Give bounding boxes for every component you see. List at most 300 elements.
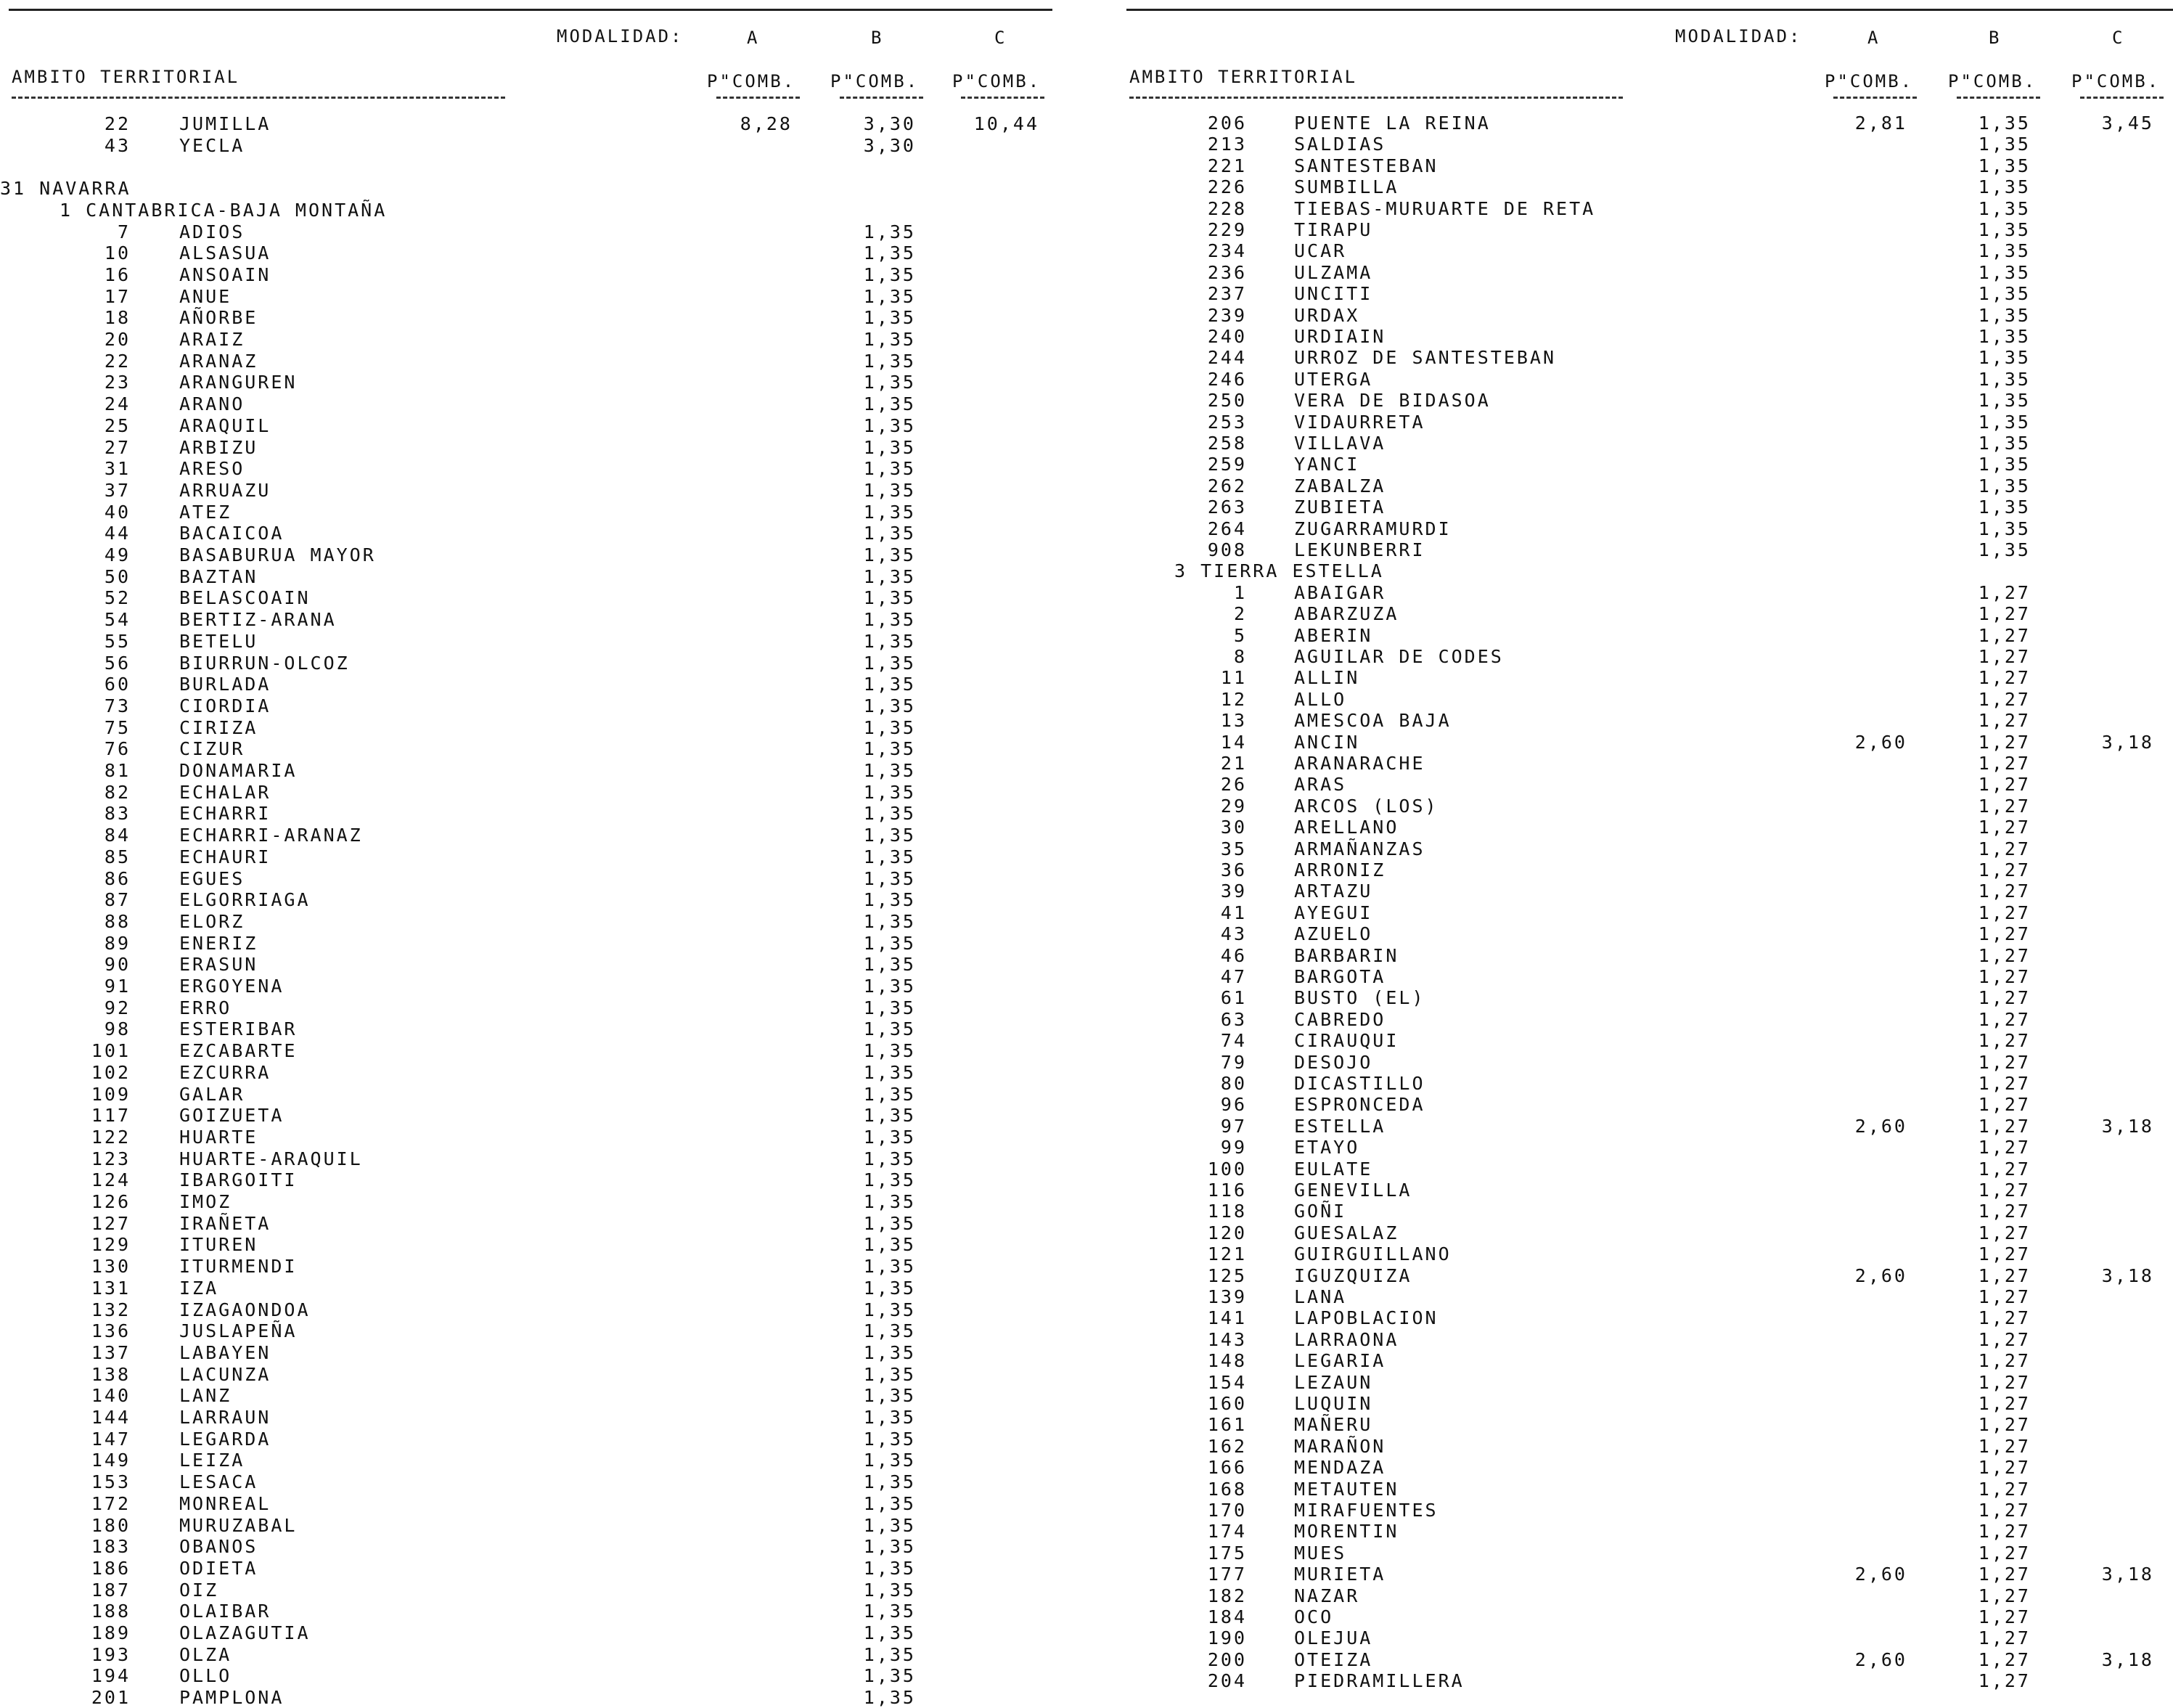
municipality-name: MENDAZA — [1294, 1457, 1386, 1479]
value-b: 1,35 — [863, 889, 916, 911]
value-b: 1,35 — [863, 221, 916, 242]
municipality-code: 141 — [1207, 1307, 1247, 1329]
municipality-code: 258 — [1207, 433, 1247, 454]
municipality-code: 85 — [104, 846, 131, 867]
value-b: 1,35 — [863, 587, 916, 609]
value-b: 1,35 — [863, 1105, 916, 1127]
value-b: 1,27 — [1978, 1286, 2031, 1307]
municipality-code: 259 — [1207, 454, 1247, 475]
value-b: 1,35 — [863, 1557, 916, 1579]
municipality-code: 166 — [1207, 1457, 1247, 1479]
municipality-code: 86 — [104, 867, 131, 889]
value-b: 1,27 — [1978, 624, 2031, 646]
municipality-code: 140 — [91, 1385, 131, 1407]
municipality-code: 184 — [1207, 1606, 1247, 1627]
top-rule — [9, 9, 1052, 11]
municipality-code: 908 — [1207, 539, 1247, 560]
municipality-code: 16 — [104, 263, 131, 285]
municipality-name: ZUBIETA — [1294, 497, 1386, 518]
municipality-name: GENEVILLA — [1294, 1180, 1412, 1201]
ambito-underline — [1129, 97, 1623, 99]
municipality-code: 147 — [91, 1428, 131, 1450]
value-b: 1,27 — [1978, 1564, 2031, 1585]
municipality-name: IZAGAONDOA — [179, 1299, 311, 1320]
municipality-code: 144 — [91, 1407, 131, 1428]
municipality-code: 187 — [91, 1579, 131, 1601]
municipality-name: VIDAURRETA — [1294, 411, 1425, 433]
municipality-name: ARAS — [1294, 774, 1347, 796]
municipality-code: 177 — [1207, 1564, 1247, 1585]
value-b: 1,35 — [863, 329, 916, 350]
municipality-name: ALLO — [1294, 688, 1347, 710]
municipality-name: CABREDO — [1294, 1008, 1386, 1030]
municipality-code: 170 — [1207, 1500, 1247, 1521]
value-b: 1,35 — [863, 1126, 916, 1148]
value-b: 1,35 — [863, 1450, 916, 1471]
municipality-code: 183 — [91, 1536, 131, 1558]
value-b: 1,27 — [1978, 859, 2031, 880]
municipality-name: OCO — [1294, 1606, 1334, 1627]
municipality-name: BERTIZ-ARANA — [179, 609, 337, 631]
municipality-code: 24 — [104, 393, 131, 415]
municipality-name: BAZTAN — [179, 565, 258, 587]
municipality-code: 25 — [104, 414, 131, 436]
municipality-name: ITURMENDI — [179, 1256, 298, 1278]
municipality-code: 244 — [1207, 347, 1247, 369]
value-c: 3,18 — [2101, 1115, 2154, 1137]
value-b: 1,35 — [1978, 326, 2031, 347]
municipality-name: ARCOS (LOS) — [1294, 795, 1439, 817]
value-c: 3,18 — [2101, 731, 2154, 753]
value-b: 1,35 — [863, 479, 916, 501]
municipality-name: LESACA — [179, 1471, 258, 1493]
municipality-code: 14 — [1220, 731, 1247, 753]
value-b: 1,35 — [863, 1299, 916, 1320]
value-b: 1,35 — [1978, 539, 2031, 560]
municipality-name: OLAIBAR — [179, 1601, 271, 1622]
municipality-name: LEGARDA — [179, 1428, 271, 1450]
value-b: 1,35 — [863, 954, 916, 976]
municipality-name: ARANAZ — [179, 350, 258, 372]
value-b: 1,27 — [1978, 581, 2031, 603]
municipality-name: ARRONIZ — [1294, 859, 1386, 880]
value-b: 1,27 — [1978, 1627, 2031, 1649]
municipality-code: 13 — [1220, 710, 1247, 732]
municipality-code: 194 — [91, 1665, 131, 1687]
value-b: 1,27 — [1978, 1073, 2031, 1094]
municipality-code: 91 — [104, 976, 131, 997]
municipality-code: 149 — [91, 1450, 131, 1471]
municipality-name: ABAIGAR — [1294, 581, 1386, 603]
value-b: 1,35 — [1978, 283, 2031, 305]
municipality-name: ELGORRIAGA — [179, 889, 311, 911]
municipality-code: 124 — [91, 1169, 131, 1191]
municipality-name: OLLO — [179, 1665, 232, 1687]
municipality-name: YANCI — [1294, 454, 1360, 475]
municipality-name: OLZA — [179, 1643, 232, 1665]
municipality-name: ARANO — [179, 393, 245, 415]
municipality-code: 154 — [1207, 1371, 1247, 1393]
municipality-name: LANZ — [179, 1385, 232, 1407]
municipality-name: GALAR — [179, 1083, 245, 1105]
value-b: 1,35 — [863, 1687, 916, 1708]
municipality-code: 5 — [1233, 624, 1247, 646]
municipality-code: 82 — [104, 781, 131, 803]
municipality-name: LEZAUN — [1294, 1371, 1373, 1393]
municipality-code: 236 — [1207, 261, 1247, 283]
municipality-code: 20 — [104, 329, 131, 350]
value-b: 1,35 — [863, 1579, 916, 1601]
value-b: 1,27 — [1978, 1585, 2031, 1606]
value-b: 1,35 — [863, 846, 916, 867]
municipality-code: 253 — [1207, 411, 1247, 433]
value-b: 1,35 — [1978, 176, 2031, 198]
value-b: 1,27 — [1978, 880, 2031, 902]
municipality-code: 88 — [104, 910, 131, 932]
municipality-code: 100 — [1207, 1158, 1247, 1180]
municipality-code: 46 — [1220, 944, 1247, 966]
value-c: 3,18 — [2101, 1264, 2154, 1286]
value-b: 1,35 — [863, 414, 916, 436]
municipality-name: VERA DE BIDASOA — [1294, 390, 1491, 412]
municipality-code: 83 — [104, 803, 131, 825]
municipality-name: CIRAUQUI — [1294, 1030, 1399, 1052]
value-b: 1,35 — [863, 1256, 916, 1278]
municipality-code: 123 — [91, 1148, 131, 1169]
value-b: 1,35 — [863, 630, 916, 652]
value-b: 1,35 — [863, 263, 916, 285]
municipality-code: 193 — [91, 1643, 131, 1665]
municipality-code: 11 — [1220, 667, 1247, 689]
municipality-code: 17 — [104, 285, 131, 307]
municipality-name: NAZAR — [1294, 1585, 1360, 1606]
value-b: 1,35 — [863, 1277, 916, 1299]
value-b: 1,27 — [1978, 1435, 2031, 1457]
modalidad-a: A — [1867, 28, 1881, 48]
value-b: 1,27 — [1978, 944, 2031, 966]
municipality-code: 175 — [1207, 1542, 1247, 1564]
municipality-code: 263 — [1207, 497, 1247, 518]
municipality-code: 221 — [1207, 155, 1247, 176]
pcomb-a: P"COMB. — [707, 71, 796, 91]
municipality-name: ARAIZ — [179, 329, 245, 350]
municipality-code: 22 — [104, 350, 131, 372]
municipality-code: 234 — [1207, 240, 1247, 262]
municipality-code: 79 — [1220, 1051, 1247, 1073]
value-b: 1,35 — [1978, 411, 2031, 433]
municipality-code: 55 — [104, 630, 131, 652]
municipality-name: SANTESTEBAN — [1294, 155, 1439, 176]
value-b: 1,27 — [1978, 1500, 2031, 1521]
municipality-name: AGUILAR DE CODES — [1294, 646, 1504, 667]
modalidad-label: MODALIDAD: — [1675, 26, 1802, 46]
value-b: 1,27 — [1978, 902, 2031, 923]
municipality-code: 44 — [104, 523, 131, 544]
pcomb-b-underline — [840, 97, 923, 99]
value-a: 2,81 — [1854, 113, 1907, 134]
value-b: 1,35 — [863, 910, 916, 932]
municipality-code: 27 — [104, 436, 131, 458]
value-b: 1,27 — [1978, 688, 2031, 710]
municipality-code: 18 — [104, 307, 131, 329]
pcomb-c: P"COMB. — [952, 71, 1042, 91]
municipality-name: EZCABARTE — [179, 1040, 298, 1062]
municipality-name: ABERIN — [1294, 624, 1373, 646]
pcomb-a-underline — [716, 97, 800, 99]
municipality-name: IBARGOITI — [179, 1169, 298, 1191]
municipality-code: 84 — [104, 825, 131, 846]
comarca-label: 3 TIERRA ESTELLA — [1174, 560, 1384, 582]
value-b: 1,35 — [863, 1148, 916, 1169]
municipality-code: 76 — [104, 738, 131, 760]
value-b: 1,27 — [1978, 1222, 2031, 1243]
municipality-code: 162 — [1207, 1435, 1247, 1457]
value-b: 1,35 — [863, 1471, 916, 1493]
municipality-code: 74 — [1220, 1030, 1247, 1052]
ambito-label: AMBITO TERRITORIAL — [1129, 67, 1358, 87]
municipality-code: 206 — [1207, 113, 1247, 134]
value-b: 1,35 — [863, 674, 916, 695]
value-b: 1,27 — [1978, 1670, 2031, 1692]
value-b: 1,27 — [1978, 1158, 2031, 1180]
value-b: 1,35 — [1978, 390, 2031, 412]
municipality-code: 127 — [91, 1212, 131, 1234]
value-b: 1,27 — [1978, 817, 2031, 838]
value-b: 1,27 — [1978, 1371, 2031, 1393]
municipality-name: IGUZQUIZA — [1294, 1264, 1412, 1286]
municipality-name: UNCITI — [1294, 283, 1373, 305]
municipality-code: 37 — [104, 479, 131, 501]
value-b: 1,27 — [1978, 1051, 2031, 1073]
municipality-name: ARAQUIL — [179, 414, 271, 436]
value-b: 1,27 — [1978, 1030, 2031, 1052]
municipality-name: ARANARACHE — [1294, 753, 1425, 774]
municipality-code: 97 — [1220, 1115, 1247, 1137]
value-b: 1,27 — [1978, 1414, 2031, 1436]
municipality-name: ELORZ — [179, 910, 245, 932]
municipality-name: HUARTE — [179, 1126, 258, 1148]
municipality-name: VILLAVA — [1294, 433, 1386, 454]
value-b: 1,35 — [863, 1234, 916, 1256]
value-b: 1,35 — [863, 1169, 916, 1191]
municipality-code: 50 — [104, 565, 131, 587]
municipality-name: ECHAURI — [179, 846, 271, 867]
municipality-name: MORENTIN — [1294, 1521, 1399, 1542]
pcomb-b: P"COMB. — [830, 71, 920, 91]
value-b: 1,35 — [863, 1018, 916, 1040]
municipality-name: ARTAZU — [1294, 880, 1373, 902]
value-b: 1,27 — [1978, 1180, 2031, 1201]
municipality-name: BELASCOAIN — [179, 587, 311, 609]
municipality-code: 172 — [91, 1492, 131, 1514]
municipality-code: 56 — [104, 652, 131, 674]
value-b: 1,27 — [1978, 1350, 2031, 1372]
municipality-name: OIZ — [179, 1579, 219, 1601]
value-b: 1,27 — [1978, 1606, 2031, 1627]
pcomb-c-underline — [2080, 97, 2164, 99]
value-b: 1,35 — [863, 1514, 916, 1536]
value-b: 1,27 — [1978, 1008, 2031, 1030]
municipality-name: ESTERIBAR — [179, 1018, 298, 1040]
value-b: 1,35 — [863, 1622, 916, 1643]
value-b: 1,27 — [1978, 731, 2031, 753]
municipality-code: 22 — [104, 113, 131, 134]
value-c: 10,44 — [973, 113, 1039, 134]
value-b: 1,35 — [863, 350, 916, 372]
value-a: 2,60 — [1854, 1264, 1907, 1286]
municipality-name: DICASTILLO — [1294, 1073, 1425, 1094]
municipality-code: 98 — [104, 1018, 131, 1040]
value-a: 2,60 — [1854, 1564, 1907, 1585]
modalidad-b: B — [1989, 28, 2002, 48]
municipality-name: ANUE — [179, 285, 232, 307]
municipality-code: 262 — [1207, 475, 1247, 497]
municipality-code: 30 — [1220, 817, 1247, 838]
value-b: 1,35 — [863, 1536, 916, 1558]
value-b: 1,27 — [1978, 646, 2031, 667]
municipality-code: 109 — [91, 1083, 131, 1105]
value-b: 1,35 — [1978, 219, 2031, 240]
right-column — [1124, 0, 2173, 1693]
value-b: 1,35 — [863, 544, 916, 565]
municipality-name: HUARTE-ARAQUIL — [179, 1148, 363, 1169]
value-b: 1,27 — [1978, 1115, 2031, 1137]
value-b: 1,27 — [1978, 710, 2031, 732]
municipality-code: 8 — [1233, 646, 1247, 667]
municipality-code: 213 — [1207, 134, 1247, 155]
municipality-code: 131 — [91, 1277, 131, 1299]
municipality-code: 60 — [104, 674, 131, 695]
municipality-name: EZCURRA — [179, 1061, 271, 1083]
value-b: 1,35 — [863, 436, 916, 458]
value-b: 1,35 — [863, 1601, 916, 1622]
municipality-name: JUMILLA — [179, 113, 271, 134]
value-b: 1,35 — [863, 1665, 916, 1687]
value-b: 1,35 — [1978, 134, 2031, 155]
municipality-name: ERRO — [179, 997, 232, 1018]
municipality-code: 99 — [1220, 1137, 1247, 1159]
municipality-code: 132 — [91, 1299, 131, 1320]
municipality-name: LEKUNBERRI — [1294, 539, 1425, 560]
value-a: 2,60 — [1854, 1648, 1907, 1670]
municipality-name: ITUREN — [179, 1234, 258, 1256]
value-b: 1,35 — [863, 1212, 916, 1234]
municipality-code: 43 — [104, 134, 131, 156]
municipality-code: 26 — [1220, 774, 1247, 796]
municipality-name: GOÑI — [1294, 1201, 1347, 1222]
value-b: 1,27 — [1978, 603, 2031, 625]
value-b: 1,27 — [1978, 795, 2031, 817]
municipality-name: MONREAL — [179, 1492, 271, 1514]
municipality-code: 129 — [91, 1234, 131, 1256]
municipality-code: 126 — [91, 1191, 131, 1212]
municipality-name: CIORDIA — [179, 695, 271, 716]
municipality-name: ARANGUREN — [179, 372, 298, 393]
municipality-name: MUES — [1294, 1542, 1347, 1564]
value-b: 1,27 — [1978, 1137, 2031, 1159]
municipality-code: 101 — [91, 1040, 131, 1062]
municipality-code: 41 — [1220, 902, 1247, 923]
municipality-name: PAMPLONA — [179, 1687, 285, 1708]
value-b: 1,35 — [863, 738, 916, 760]
municipality-name: LANA — [1294, 1286, 1347, 1307]
municipality-name: LARRAONA — [1294, 1328, 1399, 1350]
value-b: 1,27 — [1978, 1542, 2031, 1564]
municipality-code: 237 — [1207, 283, 1247, 305]
municipality-code: 49 — [104, 544, 131, 565]
value-b: 1,35 — [1978, 155, 2031, 176]
value-b: 1,35 — [863, 652, 916, 674]
value-b: 1,35 — [863, 242, 916, 264]
municipality-code: 190 — [1207, 1627, 1247, 1649]
municipality-code: 148 — [1207, 1350, 1247, 1372]
municipality-name: UCAR — [1294, 240, 1347, 262]
municipality-name: GUIRGUILLANO — [1294, 1243, 1452, 1265]
municipality-code: 250 — [1207, 390, 1247, 412]
municipality-code: 39 — [1220, 880, 1247, 902]
municipality-code: 264 — [1207, 518, 1247, 539]
municipality-code: 125 — [1207, 1264, 1247, 1286]
value-b: 1,35 — [1978, 261, 2031, 283]
municipality-name: MIRAFUENTES — [1294, 1500, 1439, 1521]
value-b: 1,27 — [1978, 1328, 2031, 1350]
municipality-code: 161 — [1207, 1414, 1247, 1436]
value-b: 1,27 — [1978, 753, 2031, 774]
municipality-name: MURIETA — [1294, 1564, 1386, 1585]
value-b: 1,27 — [1978, 1457, 2031, 1479]
municipality-code: 63 — [1220, 1008, 1247, 1030]
value-b: 1,27 — [1978, 838, 2031, 859]
municipality-code: 29 — [1220, 795, 1247, 817]
value-b: 1,35 — [863, 695, 916, 716]
municipality-code: 10 — [104, 242, 131, 264]
value-b: 1,35 — [863, 932, 916, 954]
municipality-name: ARBIZU — [179, 436, 258, 458]
value-b: 1,27 — [1978, 1264, 2031, 1286]
value-b: 1,27 — [1978, 1478, 2031, 1500]
value-b: 1,35 — [863, 501, 916, 523]
ambito-underline — [12, 97, 505, 99]
municipality-name: ANSOAIN — [179, 263, 271, 285]
value-a: 2,60 — [1854, 1115, 1907, 1137]
municipality-name: LEIZA — [179, 1450, 245, 1471]
value-b: 1,35 — [863, 1191, 916, 1212]
value-b: 1,35 — [1978, 197, 2031, 219]
municipality-name: GUESALAZ — [1294, 1222, 1399, 1243]
municipality-code: 189 — [91, 1622, 131, 1643]
municipality-name: ALLIN — [1294, 667, 1360, 689]
value-b: 1,35 — [863, 307, 916, 329]
value-b: 1,35 — [863, 1385, 916, 1407]
municipality-name: ARELLANO — [1294, 817, 1399, 838]
municipality-name: ZABALZA — [1294, 475, 1386, 497]
municipality-code: 40 — [104, 501, 131, 523]
municipality-name: OLEJUA — [1294, 1627, 1373, 1649]
municipality-code: 21 — [1220, 753, 1247, 774]
municipality-name: ARRUAZU — [179, 479, 271, 501]
value-b: 1,35 — [863, 867, 916, 889]
municipality-name: EGUES — [179, 867, 245, 889]
municipality-name: BUSTO (EL) — [1294, 987, 1425, 1009]
value-b: 1,27 — [1978, 774, 2031, 796]
value-b: 1,35 — [863, 760, 916, 781]
value-a: 2,60 — [1854, 731, 1907, 753]
value-b: 1,35 — [1978, 347, 2031, 369]
value-b: 1,35 — [863, 1407, 916, 1428]
municipality-code: 174 — [1207, 1521, 1247, 1542]
value-b: 1,35 — [863, 1061, 916, 1083]
left-column — [0, 0, 1076, 1708]
